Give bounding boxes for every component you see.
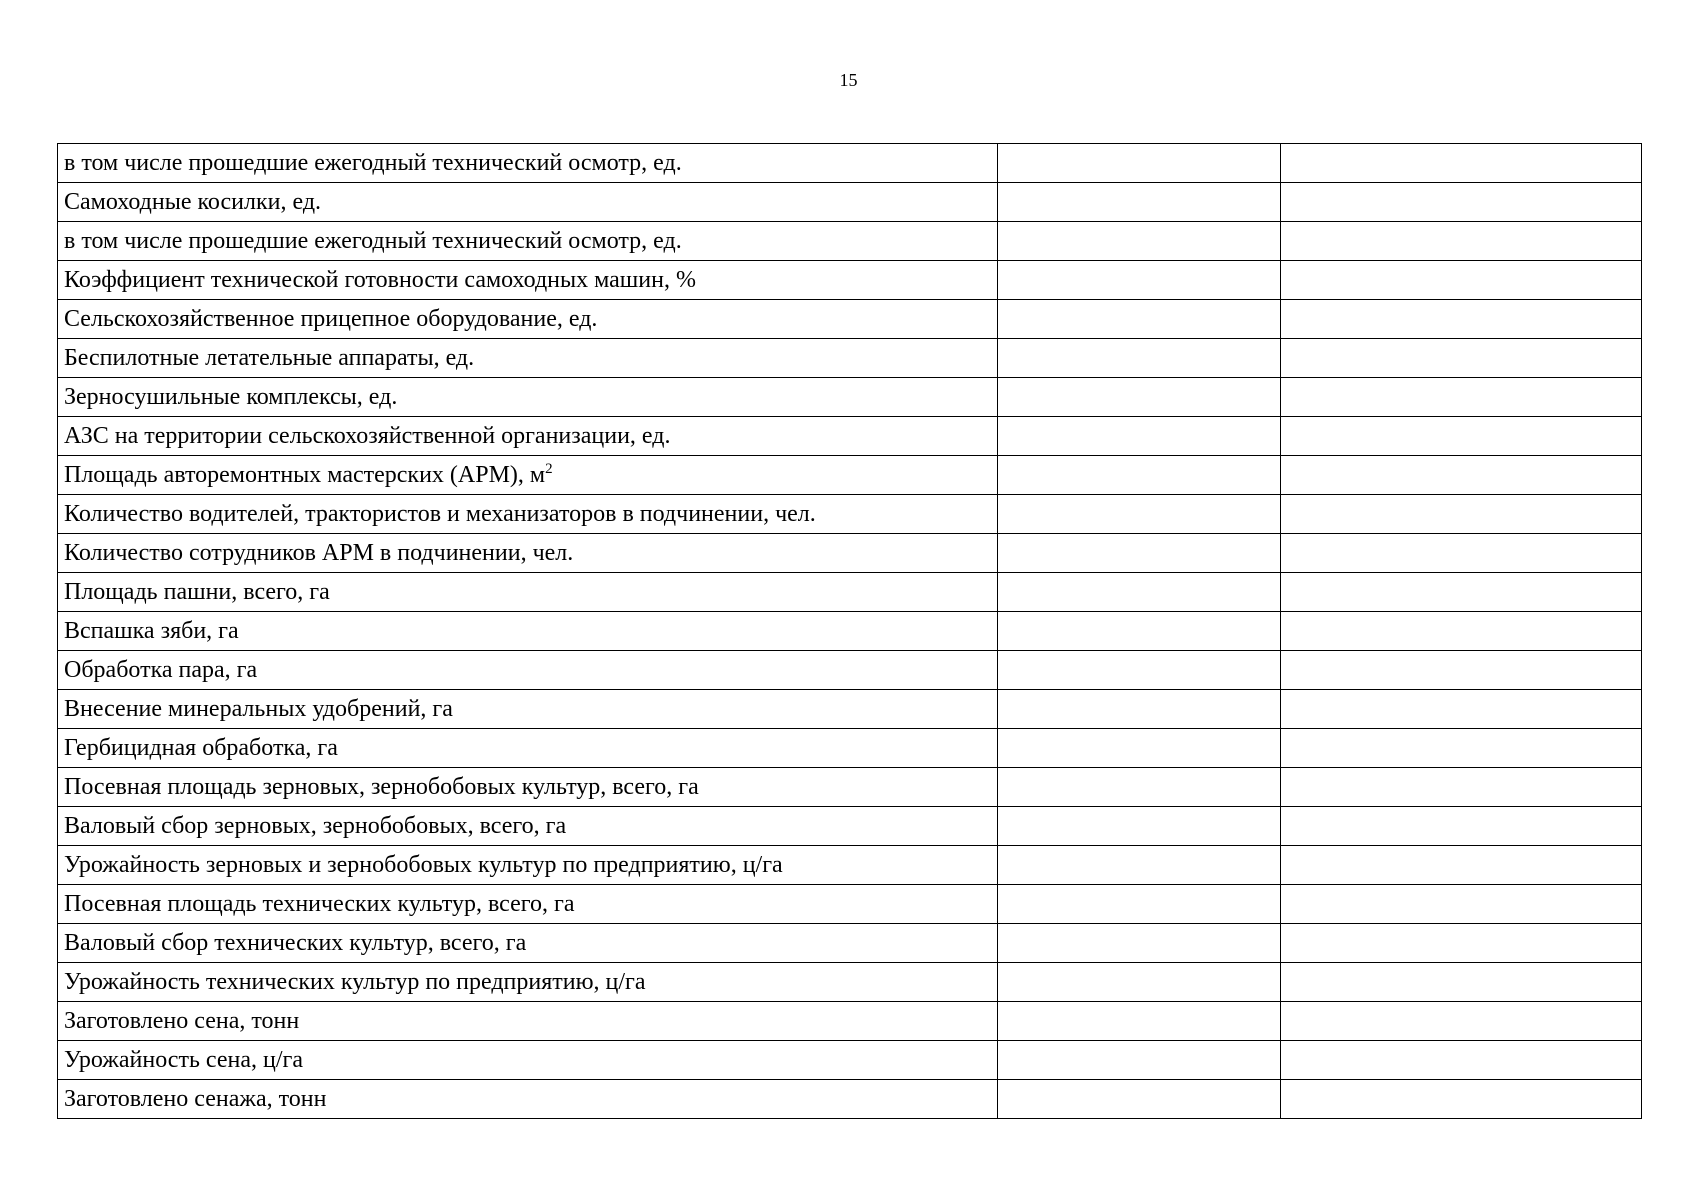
row-label-cell [58, 222, 998, 261]
row-label: Самоходные косилки, ед. [64, 189, 322, 215]
value-cell-2[interactable] [1281, 417, 1642, 456]
value-cell-2[interactable] [1281, 534, 1642, 573]
value-cell-1[interactable] [998, 651, 1281, 690]
row-label: Гербицидная обработка, га [64, 735, 338, 761]
value-cell-2[interactable] [1281, 222, 1642, 261]
row-label-cell [58, 339, 998, 378]
value-cell-2[interactable] [1281, 768, 1642, 807]
row-label: Посевная площадь технических культур, всего, га [64, 891, 575, 917]
value-cell-1[interactable] [998, 183, 1281, 222]
value-cell-1[interactable] [998, 222, 1281, 261]
value-cell-2[interactable] [1281, 807, 1642, 846]
value-cell-2[interactable] [1281, 339, 1642, 378]
value-cell-2[interactable] [1281, 963, 1642, 1002]
value-cell-2[interactable] [1281, 144, 1642, 183]
table-row [58, 963, 1642, 1002]
row-label-cell [58, 456, 998, 495]
row-label: Урожайность сена, ц/га [64, 1047, 303, 1073]
row-label-cell [58, 807, 998, 846]
value-cell-2[interactable] [1281, 924, 1642, 963]
row-label-cell [58, 690, 998, 729]
value-cell-1[interactable] [998, 261, 1281, 300]
value-cell-2[interactable] [1281, 612, 1642, 651]
row-label-cell [58, 963, 998, 1002]
value-cell-2[interactable] [1281, 729, 1642, 768]
row-label-cell [58, 729, 998, 768]
value-cell-2[interactable] [1281, 495, 1642, 534]
row-label-cell [58, 183, 998, 222]
row-label: Вспашка зяби, га [64, 618, 239, 644]
row-label: Заготовлено сенажа, тонн [64, 1086, 327, 1112]
value-cell-2[interactable] [1281, 1002, 1642, 1041]
value-cell-1[interactable] [998, 846, 1281, 885]
row-label: Валовый сбор зерновых, зернобобовых, всего, га [64, 813, 567, 839]
row-label-cell [58, 573, 998, 612]
table-row [58, 261, 1642, 300]
table-row [58, 456, 1642, 495]
row-label-cell [58, 1002, 998, 1041]
value-cell-1[interactable] [998, 495, 1281, 534]
table-row [58, 222, 1642, 261]
value-cell-2[interactable] [1281, 573, 1642, 612]
unit-superscript: 2 [545, 461, 553, 477]
value-cell-1[interactable] [998, 924, 1281, 963]
row-label-cell [58, 495, 998, 534]
indicators-table-body [58, 144, 1642, 1119]
row-label-cell [58, 846, 998, 885]
table-row [58, 846, 1642, 885]
table-row [58, 885, 1642, 924]
row-label: Заготовлено сена, тонн [64, 1008, 300, 1034]
row-label: Сельскохозяйственное прицепное оборудование, ед. [64, 306, 598, 332]
row-label-cell [58, 612, 998, 651]
value-cell-2[interactable] [1281, 1041, 1642, 1080]
value-cell-2[interactable] [1281, 261, 1642, 300]
value-cell-1[interactable] [998, 768, 1281, 807]
row-label: Площадь пашни, всего, га [64, 579, 330, 605]
row-label-cell [58, 534, 998, 573]
value-cell-1[interactable] [998, 1041, 1281, 1080]
row-label: Валовый сбор технических культур, всего, га [64, 930, 527, 956]
row-label: Внесение минеральных удобрений, га [64, 696, 453, 722]
value-cell-2[interactable] [1281, 690, 1642, 729]
table-row [58, 144, 1642, 183]
table-row [58, 1041, 1642, 1080]
value-cell-1[interactable] [998, 573, 1281, 612]
value-cell-1[interactable] [998, 339, 1281, 378]
table-row [58, 378, 1642, 417]
table-row [58, 1080, 1642, 1119]
row-label: Обработка пара, га [64, 657, 258, 683]
value-cell-1[interactable] [998, 963, 1281, 1002]
table-row [58, 339, 1642, 378]
value-cell-2[interactable] [1281, 885, 1642, 924]
row-label: Зерносушильные комплексы, ед. [64, 384, 398, 410]
table-row [58, 1002, 1642, 1041]
table-row [58, 183, 1642, 222]
table-row [58, 768, 1642, 807]
row-label: АЗС на территории сельскохозяйственной организации, ед. [64, 423, 671, 449]
row-label-cell [58, 1080, 998, 1119]
value-cell-1[interactable] [998, 807, 1281, 846]
value-cell-2[interactable] [1281, 300, 1642, 339]
row-label-cell [58, 651, 998, 690]
value-cell-2[interactable] [1281, 378, 1642, 417]
table-row [58, 495, 1642, 534]
row-label: Площадь авторемонтных мастерских (АРМ), м [64, 462, 546, 488]
row-label: Беспилотные летательные аппараты, ед. [64, 345, 475, 371]
value-cell-1[interactable] [998, 378, 1281, 417]
value-cell-1[interactable] [998, 417, 1281, 456]
row-label-cell [58, 768, 998, 807]
table-row [58, 612, 1642, 651]
row-label-cell [58, 261, 998, 300]
indicators-table [57, 143, 1642, 1119]
table-row [58, 807, 1642, 846]
row-label: Посевная площадь зерновых, зернобобовых культур, всего, га [64, 774, 699, 800]
value-cell-2[interactable] [1281, 183, 1642, 222]
value-cell-1[interactable] [998, 729, 1281, 768]
table-row [58, 729, 1642, 768]
table-row [58, 690, 1642, 729]
value-cell-2[interactable] [1281, 456, 1642, 495]
value-cell-1[interactable] [998, 885, 1281, 924]
value-cell-1[interactable] [998, 456, 1281, 495]
page-number: 15 [839, 70, 858, 90]
value-cell-1[interactable] [998, 1080, 1281, 1119]
value-cell-2[interactable] [1281, 651, 1642, 690]
row-label-cell [58, 1041, 998, 1080]
row-label-cell [58, 924, 998, 963]
row-label: Урожайность технических культур по предприятию, ц/га [64, 969, 646, 995]
table-row [58, 651, 1642, 690]
table-row [58, 534, 1642, 573]
value-cell-1[interactable] [998, 534, 1281, 573]
row-label: Коэффициент технической готовности самоходных машин, % [64, 267, 696, 293]
row-label-cell [58, 417, 998, 456]
row-label: Количество сотрудников АРМ в подчинении, чел. [64, 540, 574, 566]
table-row [58, 924, 1642, 963]
row-label-cell [58, 885, 998, 924]
value-cell-1[interactable] [998, 1002, 1281, 1041]
row-label-cell [58, 300, 998, 339]
row-label-cell [58, 378, 998, 417]
row-label-cell [58, 144, 998, 183]
table-row [58, 417, 1642, 456]
value-cell-1[interactable] [998, 144, 1281, 183]
row-label: в том числе прошедшие ежегодный технический осмотр, ед. [64, 228, 682, 254]
table-row [58, 573, 1642, 612]
table-row [58, 300, 1642, 339]
row-label: в том числе прошедшие ежегодный технический осмотр, ед. [64, 150, 682, 176]
row-label: Урожайность зерновых и зернобобовых культур по предприятию, ц/га [64, 852, 783, 878]
value-cell-1[interactable] [998, 690, 1281, 729]
value-cell-1[interactable] [998, 300, 1281, 339]
row-label: Количество водителей, трактористов и механизаторов в подчинении, чел. [64, 501, 816, 527]
value-cell-2[interactable] [1281, 1080, 1642, 1119]
value-cell-2[interactable] [1281, 846, 1642, 885]
value-cell-1[interactable] [998, 612, 1281, 651]
